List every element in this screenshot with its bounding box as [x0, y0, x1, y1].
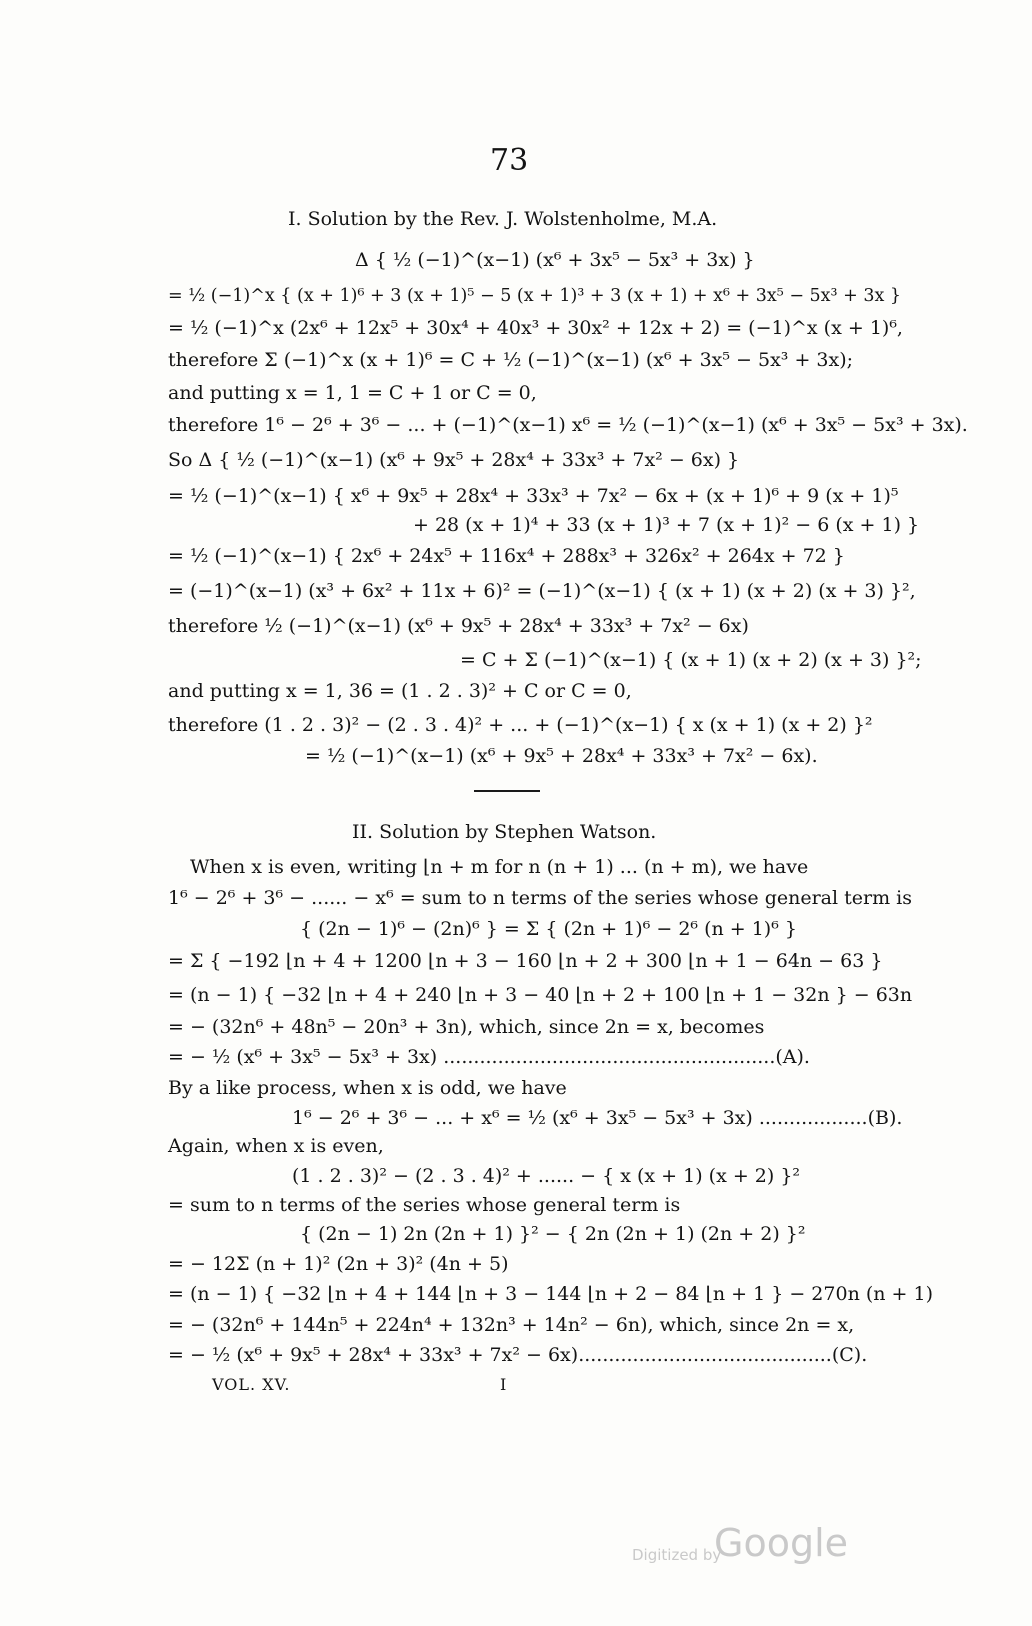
s1-line-6: So Δ { ½ (−1)^(x−1) (x⁶ + 9x⁵ + 28x⁴ + 33x³ + 7x² − 6x) }: [168, 449, 740, 471]
s2-line-0: When x is even, writing ⌊n + m for n (n + 1) ... (n + m), we have: [190, 856, 809, 878]
page-number: 73: [490, 143, 529, 178]
s1-line-7: = ½ (−1)^(x−1) { x⁶ + 9x⁵ + 28x⁴ + 33x³ + 7x² − 6x + (x + 1)⁶ + 9 (x + 1)⁵: [168, 485, 899, 507]
s1-line-14: therefore (1 . 2 . 3)² − (2 . 3 . 4)² + ... + (−1)^(x−1) { x (x + 1) (x + 2) }²: [168, 714, 873, 736]
s1-line-10: = (−1)^(x−1) (x³ + 6x² + 11x + 6)² = (−1)^(x−1) { (x + 1) (x + 2) (x + 3) }²,: [168, 580, 916, 602]
s2-line-3: = Σ { −192 ⌊n + 4 + 1200 ⌊n + 3 − 160 ⌊n + 2 + 300 ⌊n + 1 − 64n − 63 }: [168, 950, 883, 972]
s2-line-8: 1⁶ − 2⁶ + 3⁶ − ... + x⁶ = ½ (x⁶ + 3x⁵ − 5x³ + 3x) ..................(B).: [292, 1107, 903, 1129]
s1-line-3: therefore Σ (−1)^x (x + 1)⁶ = C + ½ (−1)^(x−1) (x⁶ + 3x⁵ − 5x³ + 3x);: [168, 349, 854, 371]
s1-line-9: = ½ (−1)^(x−1) { 2x⁶ + 24x⁵ + 116x⁴ + 288x³ + 326x² + 264x + 72 }: [168, 545, 845, 567]
section-1-heading: I. Solution by the Rev. J. Wolstenholme, M.A.: [288, 208, 718, 230]
s1-line-11: therefore ½ (−1)^(x−1) (x⁶ + 9x⁵ + 28x⁴ + 33x³ + 7x² − 6x): [168, 615, 749, 637]
s1-line-4: and putting x = 1, 1 = C + 1 or C = 0,: [168, 382, 537, 404]
s2-line-2: { (2n − 1)⁶ − (2n)⁶ } = Σ { (2n + 1)⁶ − 2⁶ (n + 1)⁶ }: [300, 918, 797, 940]
s1-line-12: = C + Σ (−1)^(x−1) { (x + 1) (x + 2) (x + 3) }²;: [460, 649, 922, 671]
signature-mark: I: [500, 1375, 508, 1394]
s2-line-5: = − (32n⁶ + 48n⁵ − 20n³ + 3n), which, since 2n = x, becomes: [168, 1016, 765, 1038]
s1-line-0: Δ { ½ (−1)^(x−1) (x⁶ + 3x⁵ − 5x³ + 3x) }: [355, 249, 755, 271]
watermark-brand: Google: [714, 1521, 849, 1565]
s2-line-7: By a like process, when x is odd, we have: [168, 1077, 567, 1099]
s1-line-2: = ½ (−1)^x (2x⁶ + 12x⁵ + 30x⁴ + 40x³ + 30x² + 12x + 2) = (−1)^x (x + 1)⁶,: [168, 317, 903, 339]
s1-line-8: + 28 (x + 1)⁴ + 33 (x + 1)³ + 7 (x + 1)² − 6 (x + 1) }: [413, 514, 920, 536]
s1-line-5: therefore 1⁶ − 2⁶ + 3⁶ − ... + (−1)^(x−1) x⁶ = ½ (−1)^(x−1) (x⁶ + 3x⁵ − 5x³ + 3x).: [168, 414, 968, 436]
section-divider: [474, 790, 540, 792]
section-2-heading: II. Solution by Stephen Watson.: [352, 821, 657, 843]
s2-line-9: Again, when x is even,: [168, 1135, 384, 1157]
s2-line-1: 1⁶ − 2⁶ + 3⁶ − ...... − x⁶ = sum to n terms of the series whose general term is: [168, 887, 912, 909]
s2-line-16: = − ½ (x⁶ + 9x⁵ + 28x⁴ + 33x³ + 7x² − 6x)..........................................(C).: [168, 1344, 868, 1366]
s2-line-13: = − 12Σ (n + 1)² (2n + 3)² (4n + 5): [168, 1253, 509, 1275]
s2-line-11: = sum to n terms of the series whose general term is: [168, 1194, 681, 1216]
s1-line-13: and putting x = 1, 36 = (1 . 2 . 3)² + C or C = 0,: [168, 680, 632, 702]
s2-line-12: { (2n − 1) 2n (2n + 1) }² − { 2n (2n + 1) (2n + 2) }²: [300, 1223, 806, 1245]
s2-line-15: = − (32n⁶ + 144n⁵ + 224n⁴ + 132n³ + 14n² − 6n), which, since 2n = x,: [168, 1314, 855, 1336]
s2-line-4: = (n − 1) { −32 ⌊n + 4 + 240 ⌊n + 3 − 40 ⌊n + 2 + 100 ⌊n + 1 − 32n } − 63n: [168, 984, 913, 1006]
s2-line-6: = − ½ (x⁶ + 3x⁵ − 5x³ + 3x) .......................................................(A).: [168, 1046, 810, 1068]
volume-label: VOL. XV.: [212, 1375, 291, 1394]
s2-line-10: (1 . 2 . 3)² − (2 . 3 . 4)² + ...... − { x (x + 1) (x + 2) }²: [292, 1165, 801, 1187]
s1-line-1: = ½ (−1)^x { (x + 1)⁶ + 3 (x + 1)⁵ − 5 (x + 1)³ + 3 (x + 1) + x⁶ + 3x⁵ − 5x³ + 3x }: [168, 286, 902, 306]
watermark-prefix: Digitized by: [632, 1546, 722, 1564]
s1-line-15: = ½ (−1)^(x−1) (x⁶ + 9x⁵ + 28x⁴ + 33x³ + 7x² − 6x).: [305, 745, 818, 767]
s2-line-14: = (n − 1) { −32 ⌊n + 4 + 144 ⌊n + 3 − 144 ⌊n + 2 − 84 ⌊n + 1 } − 270n (n + 1): [168, 1283, 934, 1305]
